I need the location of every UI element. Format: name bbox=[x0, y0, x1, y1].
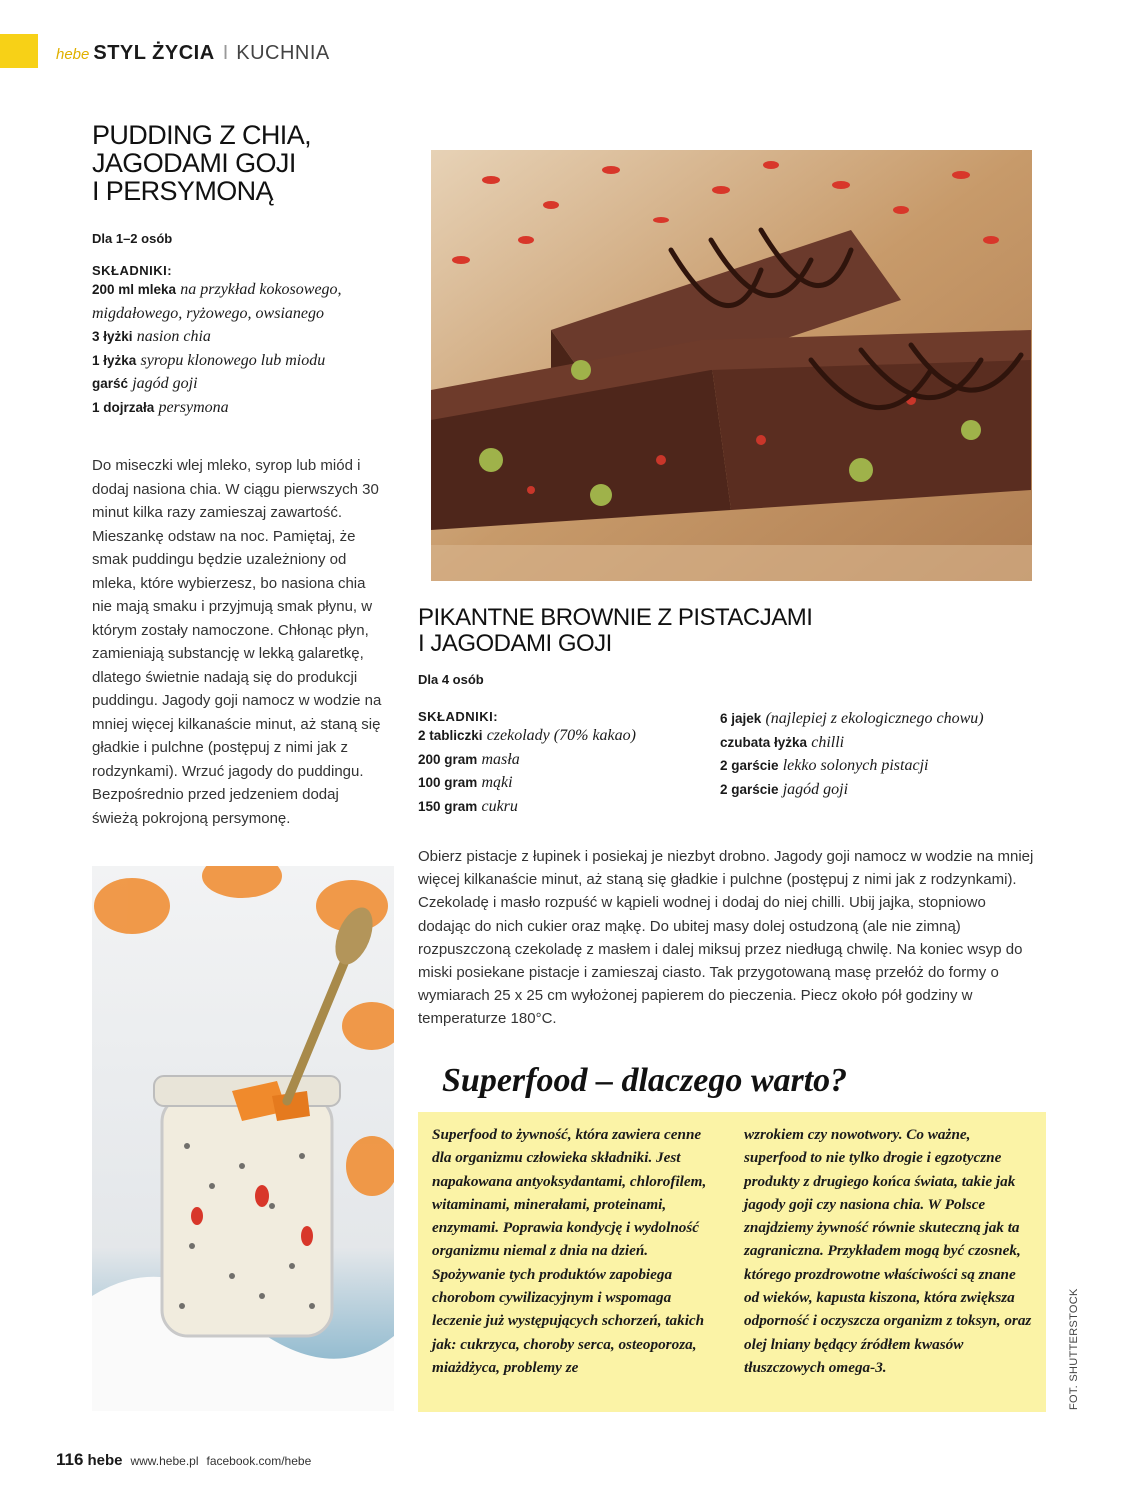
superfood-text-column-2: wzrokiem czy nowotwory. Co ważne, superfood to nie tylko drogie i egzotyczne produkty z drugiego końca świata, takie jak jagody goji czy nasiona chia. W Polsce znajdziemy żywność równie skuteczną jak ta zagraniczna. Przykładem mogą być czosnek, którego prozdrowotne właściwości są znane od wieków, kapusta kiszona, która zwiększa odporność i oczyszcza organizm z toksyn, oraz olej lniany będący źródłem kwasów tłuszczowych omega-3. bbox=[744, 1126, 1032, 1376]
recipe-2-title-line: PIKANTNE BROWNIE Z PISTACJAMI bbox=[418, 604, 813, 631]
chia-pudding-photo bbox=[92, 866, 394, 1411]
superfood-title: Superfood – dlaczego warto? bbox=[442, 1062, 848, 1099]
recipe-2-title bbox=[418, 605, 1038, 657]
ingredient-item: 2 garście lekko solonych pistacji bbox=[720, 757, 929, 774]
ingredient-item: 200 gram masła bbox=[418, 750, 520, 768]
ingredient-item: 3 łyżki nasion chia bbox=[92, 328, 211, 345]
hebe-logo: hebe bbox=[56, 46, 90, 63]
ingredient-list bbox=[418, 724, 708, 818]
ingredient-item: 6 jajek (najlepiej z ekologicznego chowu) bbox=[720, 710, 984, 727]
ingredients-heading: SKŁADNIKI: bbox=[92, 263, 173, 278]
website-link[interactable]: www.hebe.pl bbox=[130, 1454, 199, 1468]
section-name: STYL ŻYCIA bbox=[93, 42, 215, 64]
recipe-1-instructions: Do miseczki wlej mleko, syrop lub miód i dodaj nasiona chia. W ciągu pierwszych 30 minut kilka razy zamieszaj zawartość. Mieszankę odstaw na noc. Pamiętaj, że smak puddingu będzie uzależniony od mleka, które wybierzesz, bo nasiona chia nie mają smaku i przyjmują smak płynu, w którym zostały namoczone. Chłonąc płyn, zamieniają substancję w lekką galaretkę, dlatego świetnie nadają się do produkcji puddingu. Jagody goji namocz w wodzie na mniej więcej kilkanaście minut, aż staną się gładkie i pulchne (postępuj z nimi jak z rodzynkami). Wrzuć jagody do puddingu. Bezpośrednio przed jedzeniem dodaj świeżą pokrojoną persymonę. bbox=[92, 457, 382, 827]
ingredient-item: 100 gram mąki bbox=[418, 774, 513, 791]
recipe-2-ingredients-col-2 bbox=[720, 707, 1020, 801]
ingredients-heading: SKŁADNIKI: bbox=[418, 709, 499, 724]
section-header bbox=[56, 42, 330, 65]
subsection-name: KUCHNIA bbox=[236, 42, 330, 64]
recipe-2-ingredients-col-1 bbox=[418, 709, 708, 818]
page-number: 116 bbox=[56, 1450, 84, 1469]
ingredient-item: 200 ml mleka na przykład kokosowego, migdałowego, ryżowego, owsianego bbox=[92, 281, 342, 322]
recipe-1-ingredients bbox=[92, 263, 392, 419]
recipe-1-title-line: PUDDING Z CHIA, bbox=[92, 120, 312, 150]
recipe-2-title-line: I JAGODAMI GOJI bbox=[418, 630, 612, 657]
chia-pudding-illustration bbox=[92, 866, 394, 1411]
ingredient-item: 1 łyżka syropu klonowego lub miodu bbox=[92, 351, 326, 369]
section-color-tab bbox=[0, 34, 38, 68]
ingredient-item: 150 gram cukru bbox=[418, 797, 518, 815]
recipe-1-title bbox=[92, 121, 392, 205]
ingredient-item: 2 garście jagód goji bbox=[720, 780, 849, 798]
recipe-1-title-line: I PERSYMONĄ bbox=[92, 176, 273, 206]
ingredient-item: 2 tabliczki czekolady (70% kakao) bbox=[418, 727, 636, 744]
brownie-illustration bbox=[431, 150, 1032, 581]
ingredient-item: 1 dojrzała persymona bbox=[92, 398, 229, 416]
ingredient-list bbox=[720, 707, 1020, 801]
recipe-2-servings: Dla 4 osób bbox=[418, 672, 484, 687]
ingredient-item: garść jagód goji bbox=[92, 375, 198, 392]
ingredient-item: czubata łyżka chilli bbox=[720, 733, 845, 751]
page-footer bbox=[56, 1450, 319, 1470]
header-separator: I bbox=[222, 42, 229, 64]
ingredient-list bbox=[92, 278, 392, 419]
recipe-1-title-line: JAGODAMI GOJI bbox=[92, 148, 296, 178]
photo-credit-wrapper bbox=[1068, 1288, 1138, 1422]
superfood-text-column-1: Superfood to żywność, która zawiera cenne dla organizmu człowieka składniki. Jest napakowana antyoksydantami, chlorofilem, witaminami, minerałami, proteinami, enzymami. Poprawia kondycję i wydolność organizmu niemal z dnia na dzień. Spożywanie tych produktów zapobiega chorobom cywilizacyjnym i wspomaga leczenie już występujących schorzeń, takich jak: cukrzyca, choroby serca, osteoporoza, miażdżyca, problemy ze bbox=[432, 1126, 707, 1376]
photo-credit: FOT. SHUTTERSTOCK bbox=[1068, 1288, 1080, 1410]
recipe-2-instructions: Obierz pistacje z łupinek i posiekaj je niezbyt drobno. Jagody goji namocz w wodzie na mniej więcej kilkanaście minut, aż staną się gładkie i pulchne (postępuj z nimi jak z rodzynkami). Czekoladę i masło rozpuść w kąpieli wodnej i dodaj do niej chilli. Ubij jajka, stopniowo dodając do nich cukier oraz mąkę. Do ubitej masy dolej ostudzoną (ale nie zimną) rozpuszczoną czekoladę z masłem i dalej miksuj przez niedługą chwilę. Na koniec wsyp do miski posiekane pistacje i zamieszaj ciasto. Tak przygotowaną masę przełóż do formy o wymiarach 25 x 25 cm wyłożonej papierem do pieczenia. Piecz około pół godziny w temperaturze 180°C. bbox=[418, 848, 1034, 1028]
facebook-link[interactable]: facebook.com/hebe bbox=[206, 1454, 312, 1468]
recipe-1-servings: Dla 1–2 osób bbox=[92, 231, 173, 246]
footer-brand: hebe bbox=[87, 1452, 123, 1469]
brownie-photo bbox=[431, 150, 1032, 581]
